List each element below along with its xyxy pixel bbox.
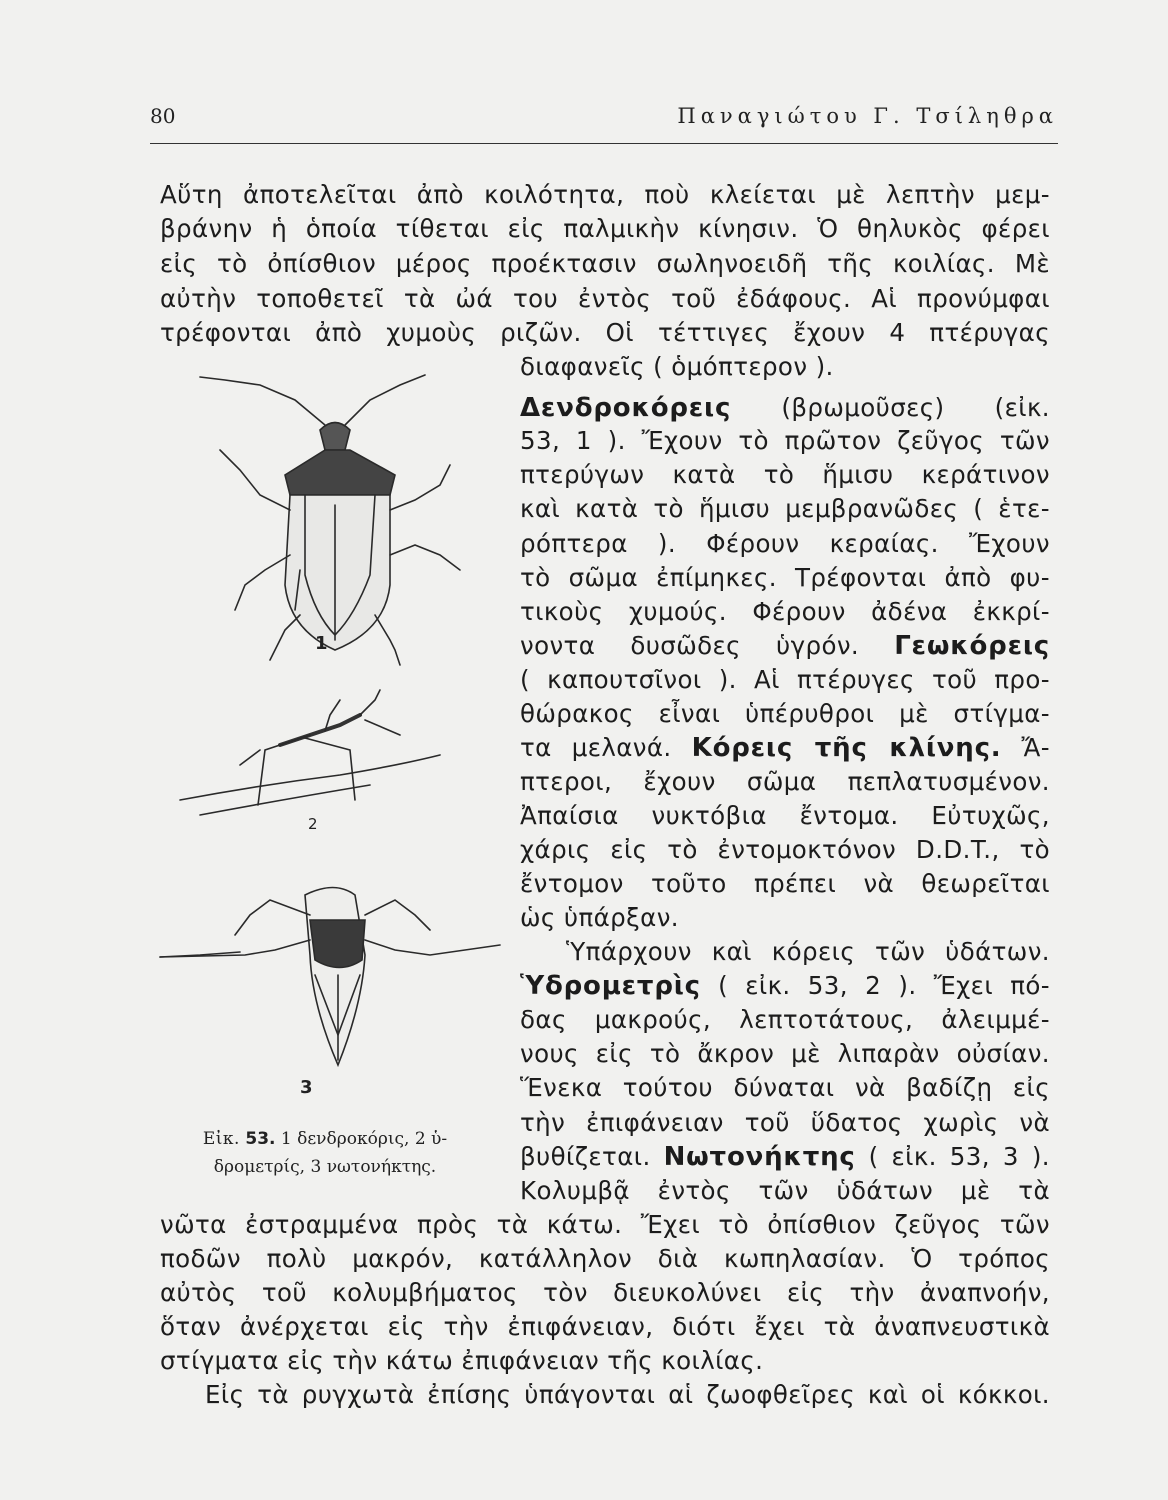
text-line: στίγματα εἰς τὴν κάτω ἐπιφάνειαν τῆς κοιλίας.: [160, 1346, 764, 1375]
text-line: Ὑπάρχουν καὶ κόρεις τῶν ὑδάτων.: [566, 937, 1050, 966]
text-line: Εἰς τὰ ρυγχωτὰ ἐπίσης ὑπάγονται αἱ ζωοφθεῖρες καὶ οἱ κόκκοι.: [205, 1380, 1050, 1409]
text-line: Ἕνεκα τούτου δύναται νὰ βαδίζῃ εἰς: [520, 1073, 1050, 1102]
text-line: Κολυμβᾷ ἐντὸς τῶν ὑδάτων μὲ τὰ: [520, 1176, 1050, 1205]
text-line: θώρακος εἶναι ὑπέρυθροι μὲ στίγμα-: [520, 699, 1050, 728]
text-line: αὐτὴν τοποθετεῖ τὰ ὠά του ἐντὸς τοῦ ἐδάφους. Αἱ προνύμφαι: [160, 284, 1050, 313]
text-line: αὐτὸς τοῦ κολυμβήματος τὸν διευκολύνει εἰς τὴν ἀναπνοήν,: [160, 1278, 1050, 1307]
text-line: τα μελανά. Κόρεις τῆς κλίνης. Ἄ-: [520, 733, 1050, 763]
text-line: ὡς ὑπάρξαν.: [520, 903, 679, 932]
text-line: τρέφονται ἀπὸ χυμοὺς ριζῶν. Οἱ τέττιγες ἔχουν 4 πτέρυγας: [160, 318, 1050, 347]
text-line: πτερύγων κατὰ τὸ ἥμισυ κεράτινον: [520, 460, 1050, 489]
text-line: βράνην ἡ ὁποία τίθεται εἰς παλμικὴν κίνησιν. Ὁ θηλυκὸς φέρει: [160, 214, 1050, 243]
running-title: Παναγιώτου Γ. Τσίληθρα: [677, 104, 1058, 128]
text-line: τὴν ἐπιφάνειαν τοῦ ὕδατος χωρὶς νὰ: [520, 1108, 1050, 1137]
term-ydrometris: Ὑδρομετρὶς: [520, 971, 701, 1001]
text-line: Ὑδρομετρὶς ( εἰκ. 53, 2 ). Ἔχει πό-: [520, 971, 1050, 1001]
text-line: νους εἰς τὸ ἄκρον μὲ λιπαρὰν οὐσίαν.: [520, 1039, 1050, 1068]
text-line: Αὕτη ἀποτελεῖται ἀπὸ κοιλότητα, ποὺ κλείεται μὲ λεπτὴν μεμ-: [160, 180, 1050, 209]
term-geokoreis: Γεωκόρεις: [894, 631, 1050, 661]
text-line: βυθίζεται. Νωτονήκτης ( εἰκ. 53, 3 ).: [520, 1142, 1050, 1172]
insect-illustrations: [140, 355, 520, 1145]
text-line: ρόπτερα ). Φέρουν κεραίας. Ἔχουν: [520, 529, 1050, 558]
term-dendrokoreis: Δενδροκόρεις: [520, 393, 732, 423]
text-line: τὸ σῶμα ἐπίμηκες. Τρέφονται ἀπὸ φυ-: [520, 563, 1050, 592]
caption-prefix: Εἰκ.: [202, 1129, 240, 1149]
text-line: εἰς τὸ ὀπίσθιον μέρος προέκτασιν σωληνοειδῆ τῆς κοιλίας. Μὲ: [160, 249, 1050, 278]
running-head: [150, 104, 1058, 140]
text-line: ποδῶν πολὺ μακρόν, κατάλληλον διὰ κωπηλασίαν. Ὁ τρόπος: [160, 1244, 1050, 1273]
figure-caption: [150, 1125, 500, 1181]
text-line: πτεροι, ἔχουν σῶμα πεπλατυσμένον.: [520, 767, 1050, 796]
text-line: 53, 1 ). Ἔχουν τὸ πρῶτον ζεῦγος τῶν: [520, 426, 1050, 455]
term-koreis-klinis: Κόρεις τῆς κλίνης.: [691, 733, 1002, 763]
text-line: νοντα δυσῶδες ὑγρόν. Γεωκόρεις: [520, 631, 1050, 661]
caption-line-1: 1 δενδροκόρις, 2 ὑ-: [280, 1129, 448, 1149]
text-line: δας μακρούς, λεπτοτάτους, ἀλειμμέ-: [520, 1005, 1050, 1034]
caption-number: 53.: [245, 1129, 276, 1149]
text-line: διαφανεῖς ( ὁμόπτερον ).: [520, 352, 834, 381]
shield-bug-illustration: [200, 375, 460, 665]
text-line: Δενδροκόρεις (βρωμοῦσες) (εἰκ.: [520, 393, 1050, 423]
figure-label-2: 2: [308, 815, 318, 833]
text-line: καὶ κατὰ τὸ ἥμισυ μεμβρανῶδες ( ἑτε-: [520, 494, 1050, 523]
figure-label-3: 3: [300, 1077, 313, 1098]
page-number: 80: [150, 104, 176, 128]
figure-label-1: 1: [315, 633, 328, 654]
caption-line-2: δρομετρίς, 3 νωτονήκτης.: [213, 1157, 437, 1177]
backswimmer-illustration: [160, 888, 500, 1066]
header-rule: [150, 143, 1058, 144]
text-line: τικοὺς χυμούς. Φέρουν ἀδένα ἐκκρί-: [520, 597, 1050, 626]
term-notoniktis: Νωτονήκτης: [663, 1142, 856, 1172]
text-line: ὅταν ἀνέρχεται εἰς τὴν ἐπιφάνειαν, διότι ἔχει τὰ ἀναπνευστικὰ: [160, 1312, 1050, 1341]
text-line: ἔντομον τοῦτο πρέπει νὰ θεωρεῖται: [520, 869, 1050, 898]
text-line: νῶτα ἐστραμμένα πρὸς τὰ κάτω. Ἔχει τὸ ὀπίσθιον ζεῦγος τῶν: [160, 1210, 1050, 1239]
figure-53: [140, 355, 520, 1145]
water-strider-illustration: [180, 690, 440, 815]
text-line: Ἀπαίσια νυκτόβια ἔντομα. Εὐτυχῶς,: [520, 801, 1050, 830]
text-line: ( καπουτσῖνοι ). Αἱ πτέρυγες τοῦ προ-: [520, 665, 1050, 694]
text-line: χάρις εἰς τὸ ἐντομοκτόνον D.D.T., τὸ: [520, 835, 1050, 864]
